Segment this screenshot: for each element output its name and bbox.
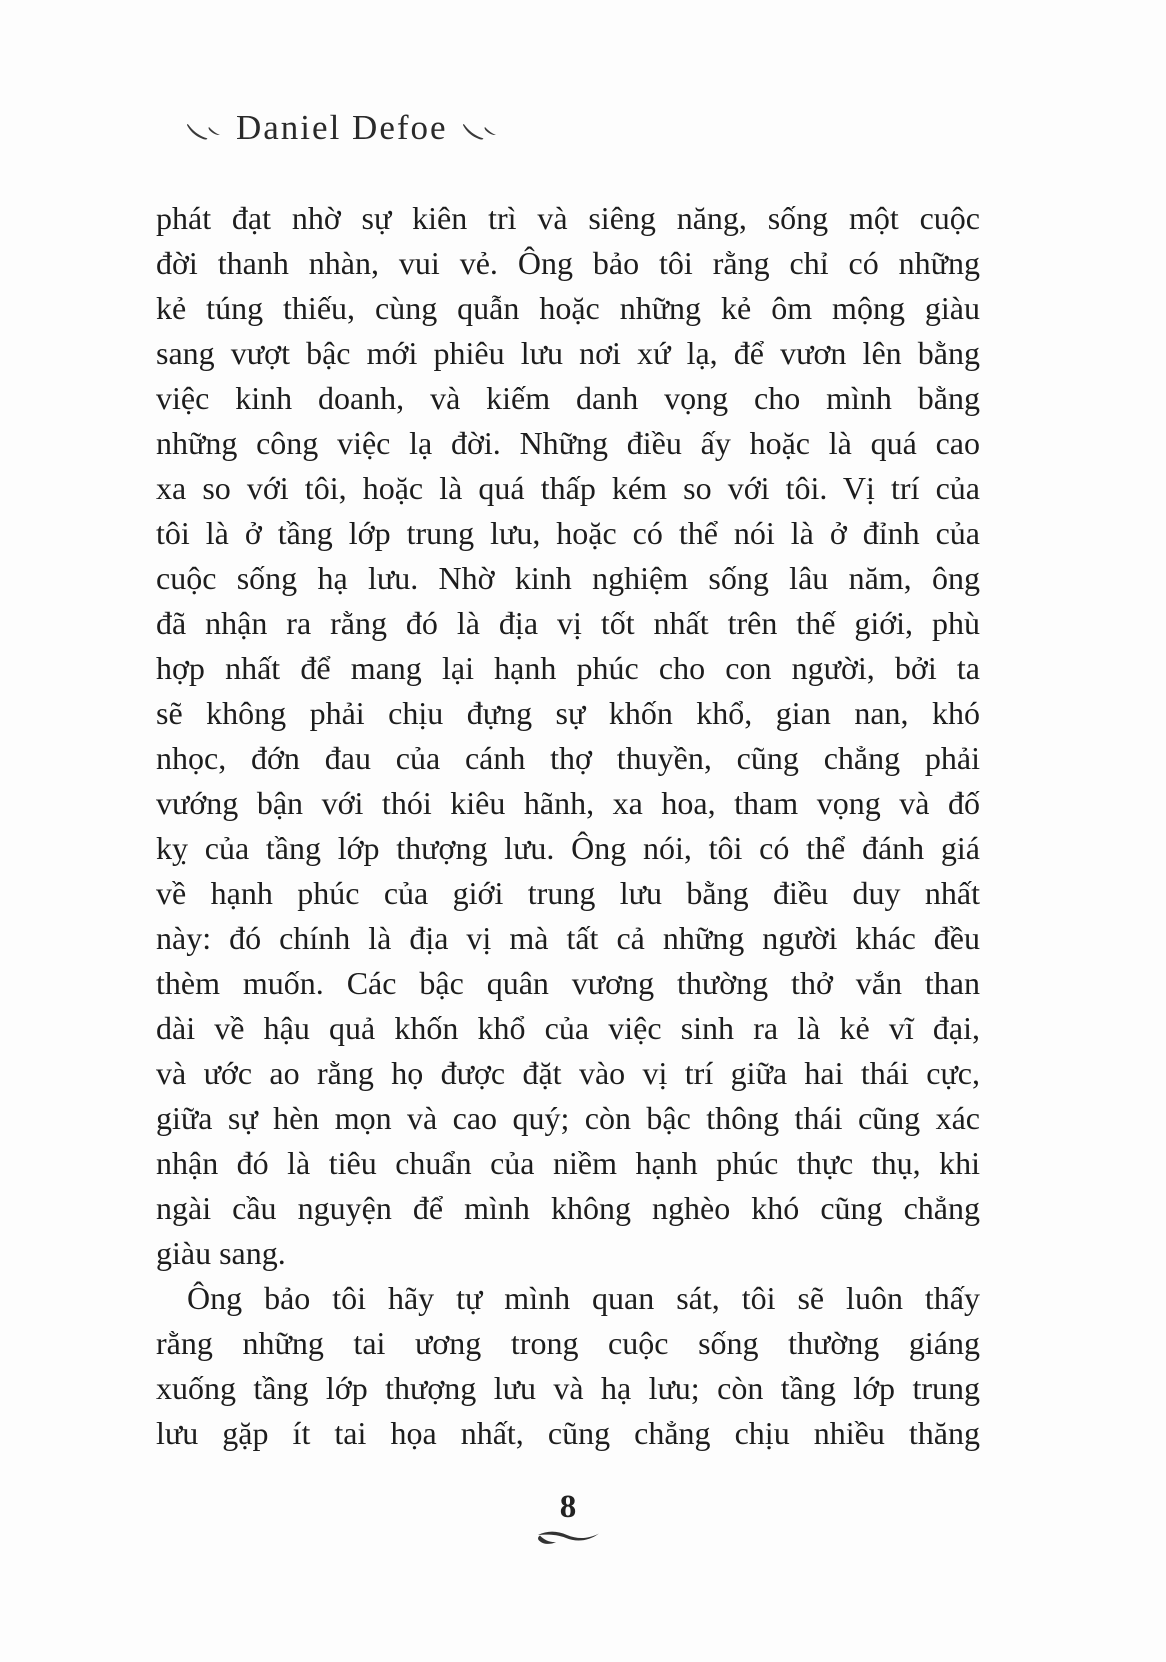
page-footer — [156, 1488, 980, 1545]
text-line: nhọc, đớn đau của cánh thợ thuyền, cũng chẳng phải — [156, 740, 980, 776]
text-line: phát đạt nhờ sự kiên trì và siêng năng, sống một cuộc — [156, 200, 980, 236]
text-line: giàu sang. — [156, 1235, 286, 1271]
page-number: 8 — [559, 1489, 577, 1525]
text-line: Ông bảo tôi hãy tự mình quan sát, tôi sẽ luôn thấy — [187, 1280, 980, 1316]
header-flourish-left-icon — [185, 121, 223, 143]
text-line: hợp nhất để mang lại hạnh phúc cho con người, bởi ta — [156, 650, 980, 686]
paragraph — [156, 196, 980, 1276]
author-name: Daniel Defoe — [236, 108, 448, 147]
text-line: vướng bận với thói kiêu hãnh, xa hoa, tham vọng và đố — [156, 785, 980, 821]
text-line: lưu gặp ít tai họa nhất, cũng chẳng chịu nhiều thăng — [156, 1415, 980, 1451]
body-text — [156, 196, 980, 1456]
page-header — [185, 108, 499, 148]
text-line: sang vượt bậc mới phiêu lưu nơi xứ lạ, để vươn lên bằng — [156, 335, 980, 371]
header-flourish-right-icon — [461, 121, 499, 143]
text-line: và ước ao rằng họ được đặt vào vị trí giữa hai thái cực, — [156, 1055, 980, 1091]
text-line: thèm muốn. Các bậc quân vương thường thở vắn than — [156, 965, 980, 1001]
text-line: những công việc lạ đời. Những điều ấy hoặc là quá cao — [156, 425, 980, 461]
text-line: nhận đó là tiêu chuẩn của niềm hạnh phúc thực thụ, khi — [156, 1145, 980, 1181]
text-line: về hạnh phúc của giới trung lưu bằng điều duy nhất — [156, 875, 980, 911]
text-line: cuộc sống hạ lưu. Nhờ kinh nghiệm sống lâu năm, ông — [156, 560, 980, 596]
text-line: xa so với tôi, hoặc là quá thấp kém so với tôi. Vị trí của — [156, 470, 980, 506]
text-line: đời thanh nhàn, vui vẻ. Ông bảo tôi rằng chỉ có những — [156, 245, 980, 281]
text-line: việc kinh doanh, và kiếm danh vọng cho mình bằng — [156, 380, 980, 416]
text-line: kẻ túng thiếu, cùng quẫn hoặc những kẻ ôm mộng giàu — [156, 290, 980, 326]
text-line: kỵ của tầng lớp thượng lưu. Ông nói, tôi có thể đánh giá — [156, 830, 980, 866]
text-line: giữa sự hèn mọn và cao quý; còn bậc thông thái cũng xác — [156, 1100, 980, 1136]
paragraph — [156, 1276, 980, 1456]
text-line: tôi là ở tầng lớp trung lưu, hoặc có thể nói là ở đỉnh của — [156, 515, 980, 551]
footer-swash-icon — [535, 1527, 601, 1545]
text-line: ngài cầu nguyện để mình không nghèo khó cũng chẳng — [156, 1190, 980, 1226]
text-line: này: đó chính là địa vị mà tất cả những người khác đều — [156, 920, 980, 956]
text-line: sẽ không phải chịu đựng sự khốn khổ, gian nan, khó — [156, 695, 980, 731]
text-line: xuống tầng lớp thượng lưu và hạ lưu; còn tầng lớp trung — [156, 1370, 980, 1406]
text-line: rằng những tai ương trong cuộc sống thường giáng — [156, 1325, 980, 1361]
text-line: dài về hậu quả khốn khổ của việc sinh ra là kẻ vĩ đại, — [156, 1010, 980, 1046]
text-line: đã nhận ra rằng đó là địa vị tốt nhất trên thế giới, phù — [156, 605, 980, 641]
